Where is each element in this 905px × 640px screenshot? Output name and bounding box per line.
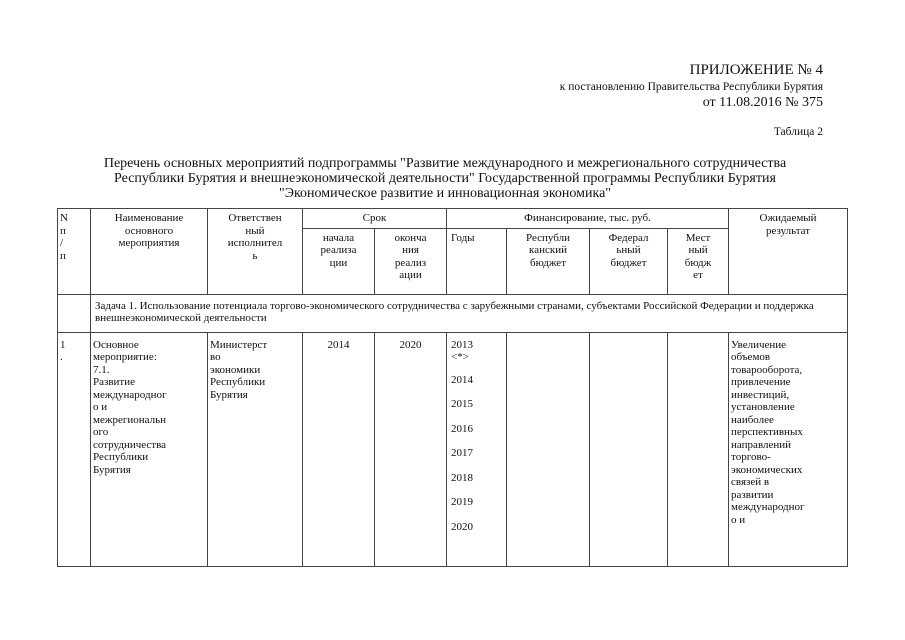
col-local-budget-header: Мест ный бюдж ет xyxy=(668,228,729,294)
activities-table xyxy=(57,208,848,567)
year-item: 2017 xyxy=(451,447,473,459)
header-row-1 xyxy=(58,209,848,229)
col-funding-header: Финансирование, тыс. руб. xyxy=(447,209,729,229)
col-republic-budget-header: Республи канский бюджет xyxy=(507,228,590,294)
year-item: 2020 xyxy=(451,520,473,533)
document-title xyxy=(40,156,850,201)
col-term-header: Срок xyxy=(303,209,447,229)
table-label: Таблица 2 xyxy=(773,126,823,138)
activity-name: Основное мероприятие: 7.1. Развитие международног о и межрегиональн ого сотрудничества Республики Бурятия xyxy=(91,332,208,566)
title-line-3: "Экономическое развитие и инновационная экономика" xyxy=(278,186,611,201)
appendix-date: от 11.08.2016 № 375 xyxy=(702,95,823,110)
appendix-subtitle: к постановлению Правительства Республики Бурятия xyxy=(559,81,823,93)
col-result-header: Ожидаемый результат xyxy=(729,209,848,295)
task-row xyxy=(58,294,848,332)
col-executor-header: Ответствен ный исполнител ь xyxy=(208,209,303,295)
local-budget-cell xyxy=(668,332,729,566)
republic-budget-cell xyxy=(507,332,590,566)
col-federal-budget-header: Федерал ьный бюджет xyxy=(590,228,668,294)
year-item: 2016 xyxy=(451,422,473,435)
table-row xyxy=(58,332,848,566)
task-row-number xyxy=(58,294,91,332)
year-item: 2014 xyxy=(451,373,473,386)
expected-result: Увеличение объемов товарооборота, привлечение инвестиций, установление наиболее перспективных направлений торгово- экономических связей в развитии международног о и xyxy=(729,332,848,566)
title-line-1: Перечень основных мероприятий подпрограммы "Развитие международного и межрегионального сотрудничества xyxy=(103,156,787,171)
col-name-header: Наименование основного мероприятия xyxy=(91,209,208,295)
title-line-2: Республики Бурятия и внешнеэкономической деятельности" Государственной программы Республики Бурятия xyxy=(114,171,776,186)
year-item: 2015 xyxy=(451,398,473,410)
col-years-header: Годы xyxy=(447,228,507,294)
funding-years xyxy=(447,332,507,566)
term-start: 2014 xyxy=(303,332,375,566)
col-term-end-header: оконча ния реализ ации xyxy=(375,228,447,294)
year-item: 2013 <*> xyxy=(451,338,473,363)
year-item: 2019 xyxy=(451,496,473,508)
appendix-title: ПРИЛОЖЕНИЕ № 4 xyxy=(689,62,823,78)
year-item: 2018 xyxy=(451,471,473,484)
row-number: 1 . xyxy=(58,332,91,566)
task-row-text: Задача 1. Использование потенциала торгово-экономического сотрудничества с зарубежными странами, субъектами Российской Федерации и поддержка внешнеэкономической деятельности xyxy=(91,294,848,332)
col-number-header: N п / п xyxy=(58,209,91,295)
federal-budget-cell xyxy=(590,332,668,566)
activity-executor: Министерст во экономики Республики Бурятия xyxy=(208,332,303,566)
term-end: 2020 xyxy=(375,332,447,566)
col-term-start-header: начала реализа ции xyxy=(303,228,375,294)
